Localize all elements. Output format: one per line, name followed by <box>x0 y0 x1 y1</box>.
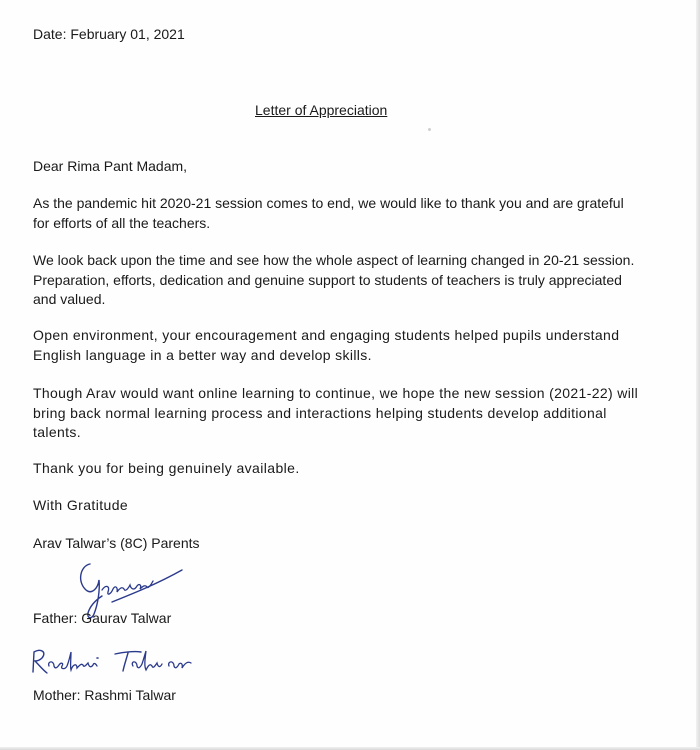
letter-date: Date: February 01, 2021 <box>33 26 185 42</box>
paper-edge-right <box>696 0 700 750</box>
letter-title: Letter of Appreciation <box>255 102 388 118</box>
letter-greeting: Dear Rima Pant Madam, <box>33 158 188 174</box>
letter-paragraph-3: Open environment, your encouragement and engaging students helped pupils understand English language in a better way and develop skills. <box>33 327 620 363</box>
mother-name: Mother: Rashmi Talwar <box>33 687 176 703</box>
mother-signature <box>27 644 202 680</box>
letter-paragraph-4: Though Arav would want online learning to continue, we hope the new session (2021-22) will bring back normal learning process and interactions helping students develop additional talents. <box>33 385 639 440</box>
letter-closing: With Gratitude <box>33 497 129 513</box>
paper-speck <box>428 128 431 131</box>
letter-sender: Arav Talwar’s (8C) Parents <box>33 535 200 551</box>
letter-paragraph-2: We look back upon the time and see how the whole aspect of learning changed in 20-21 session. Preparation, efforts, dedication and genuine support to students of teachers is truly appreciated and valued. <box>33 252 635 307</box>
father-name: Father: Gaurav Talwar <box>33 610 172 626</box>
letter-thanks: Thank you for being genuinely available. <box>33 460 300 476</box>
letter-paragraph-1: As the pandemic hit 2020-21 session comes to end, we would like to thank you and are grateful for efforts of all the teachers. <box>33 195 624 231</box>
